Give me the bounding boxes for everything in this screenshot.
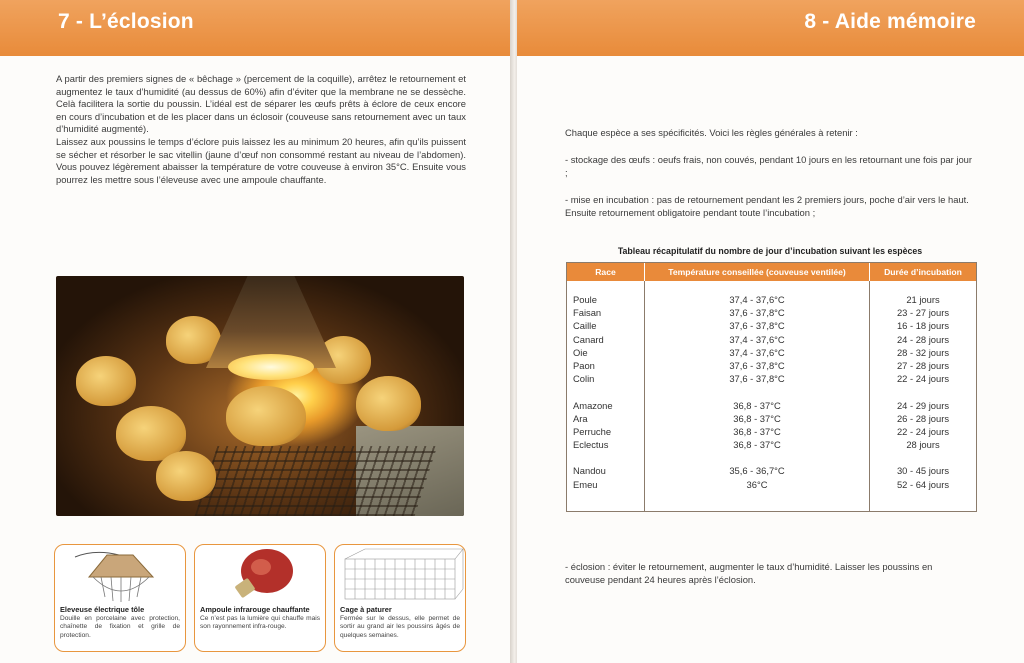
column-header-race: Race (567, 263, 644, 281)
photo-grid (195, 446, 438, 516)
race-cell: Caille (573, 320, 597, 332)
duration-cell: 23 - 27 jours (896, 307, 950, 319)
temperature-cell: 37,6 - 37,8°C (729, 320, 785, 332)
race-cell: Eclectus (573, 439, 609, 451)
race-cell: Oie (573, 346, 588, 358)
temperature-cell: 37,6 - 37,8°C (729, 307, 785, 319)
infrared-bulb-illustration (195, 545, 325, 603)
duration-cell: 24 - 28 jours (896, 333, 950, 345)
duration-cell: 16 - 18 jours (896, 320, 950, 332)
right-page (517, 0, 1024, 663)
duration-cell: 27 - 28 jours (896, 359, 950, 371)
duration-cell: 24 - 29 jours (896, 399, 950, 411)
incubation-rule: - mise en incubation : pas de retournement pendant les 2 premiers jours, poche d’air vers le haut. Ensuite retournement obligatoire pendant toute l’incubation ; (565, 194, 969, 218)
temperature-cell: 36,8 - 37°C (733, 412, 781, 424)
card-title: Cage à paturer (340, 605, 392, 614)
temperature-cell: 37,4 - 37,6°C (729, 333, 785, 345)
race-column (573, 293, 643, 491)
temperature-cell: 36°C (746, 478, 768, 490)
ducklings-photo (56, 276, 464, 516)
temperature-cell: 37,6 - 37,8°C (729, 373, 785, 385)
card-text: Douille en porcelaine avec protection, chaînette de fixation et grille de protection. (60, 615, 180, 639)
card-text: Ce n’est pas la lumière qui chauffe mais son rayonnement infra-rouge. (200, 615, 320, 631)
temperature-cell: 36,8 - 37°C (733, 399, 781, 411)
duckling-shape (226, 386, 306, 446)
race-cell: Amazone (573, 399, 613, 411)
temperature-cell: 37,4 - 37,6°C (729, 346, 785, 358)
race-cell: Colin (573, 373, 595, 385)
temperature-column (645, 293, 869, 491)
card-text: Fermée sur le dessus, elle permet de sortir au grand air les poussins âgés de quelques semaines. (340, 615, 460, 639)
race-cell: Paon (573, 359, 595, 371)
hatching-note: - éclosion : éviter le retournement, augmenter le taux d’humidité. Laisser les poussins en couveuse pendant 24 heures après l’éclosion. (565, 561, 933, 585)
temperature-cell: 37,4 - 37,6°C (729, 294, 785, 305)
left-page-title: 7 - L’éclosion (58, 10, 194, 33)
eclosion-paragraph: A partir des premiers signes de « bêchage » (percement de la coquille), arrêtez le retournement et augmentez le taux d’humidité (au dessus de 60%) afin d’éviter que la membrane ne se dessèche. Celà facilitera la sortie du poussin. L’idéal est de séparer les œufs prêts à éclore de ceux encore en cours d’incubation et de les placer dans un éclosoir (couveuse sans retournement avec un taux d’humidité augmenté). Laissez aux poussins le temps d’éclore puis laissez les au minimum 20 heures, afin qu’ils puissent se sécher et résorber le sac vitellin (jaune d’œuf non consommé restant au niveau de l’abdomen). Vous pouvez légèrement abaisser la température de votre couveuse à environ 35°C. Ensuite vous pourrez les mettre sous l’éleveuse avec une ampoule chauffante. (56, 73, 466, 185)
lamp-glow (228, 354, 314, 380)
column-header-duration: Durée d’incubation (870, 263, 976, 281)
duration-cell: 30 - 45 jours (896, 465, 950, 477)
duration-cell: 22 - 24 jours (896, 425, 950, 437)
intro-text: Chaque espèce a ses spécificités. Voici les règles générales à retenir : (565, 127, 858, 138)
product-card-ampoule (194, 544, 326, 652)
product-card-cage (334, 544, 466, 652)
left-banner (0, 0, 512, 56)
temperature-cell: 36,8 - 37°C (733, 439, 781, 451)
duration-cell: 21 jours (906, 294, 940, 305)
cage-illustration (335, 545, 465, 603)
duckling-shape (356, 376, 421, 431)
storage-rule: - stockage des œufs : oeufs frais, non couvés, pendant 10 jours en les retournant une fois par jour ; (565, 154, 973, 178)
card-title: Eleveuse électrique tôle (60, 605, 145, 614)
table-title: Tableau récapitulatif du nombre de jour d’incubation suivant les espèces (617, 246, 923, 256)
temperature-cell: 37,6 - 37,8°C (729, 359, 785, 371)
race-cell: Ara (573, 412, 588, 424)
duration-cell: 22 - 24 jours (896, 373, 950, 385)
race-cell: Emeu (573, 478, 598, 490)
card-title: Ampoule infrarouge chauffante (200, 605, 310, 614)
race-cell: Poule (573, 294, 597, 305)
right-page-title: 8 - Aide mémoire (804, 10, 976, 33)
duration-cell: 52 - 64 jours (896, 478, 950, 490)
duration-column (870, 293, 976, 491)
duration-cell: 28 - 32 jours (896, 346, 950, 358)
temperature-cell: 36,8 - 37°C (733, 425, 781, 437)
duckling-shape (76, 356, 136, 406)
product-card-eleveuse (54, 544, 186, 652)
race-cell: Faisan (573, 307, 602, 319)
right-banner (517, 0, 1024, 56)
temperature-cell: 35,6 - 36,7°C (729, 465, 785, 477)
duckling-shape (156, 451, 216, 501)
race-cell: Canard (573, 333, 604, 345)
race-cell: Perruche (573, 425, 612, 437)
column-header-temperature: Température conseillée (couveuse ventilée) (645, 263, 869, 281)
race-cell: Nandou (573, 465, 606, 477)
duration-cell: 26 - 28 jours (896, 412, 950, 424)
incubation-table (566, 262, 977, 512)
eleveuse-lamp-illustration (55, 545, 185, 603)
duration-cell: 28 jours (906, 439, 940, 451)
